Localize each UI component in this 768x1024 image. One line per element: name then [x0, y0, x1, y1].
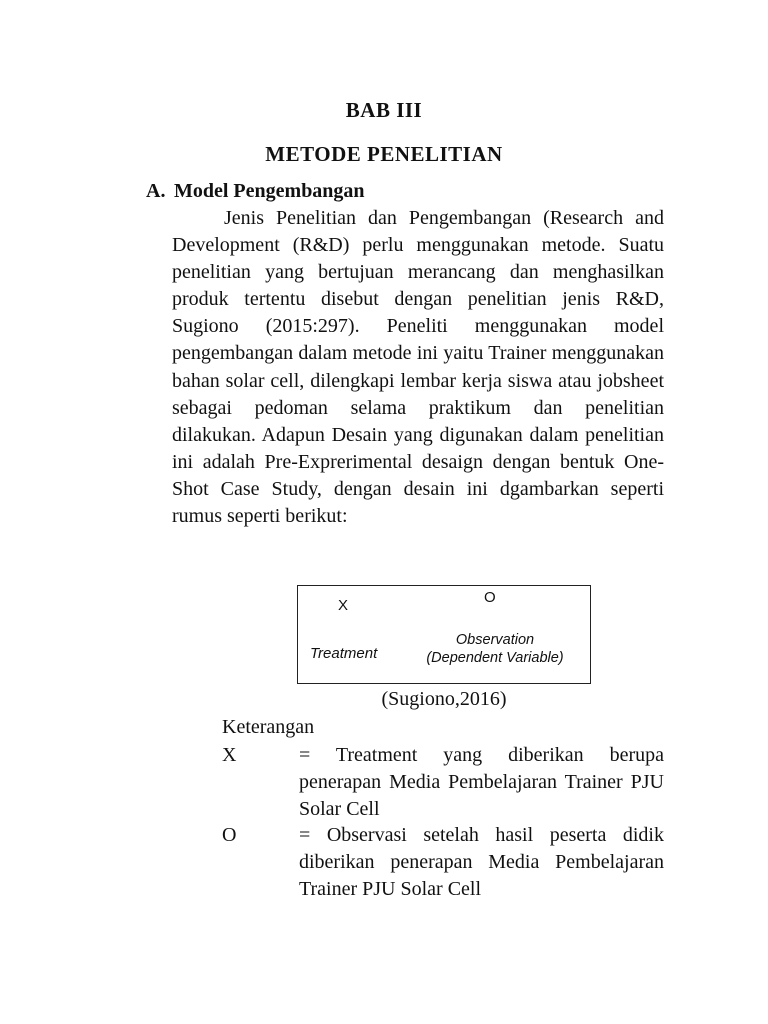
- chapter-number: BAB III: [345, 98, 423, 122]
- keterangan-item-o: [222, 822, 664, 906]
- section-letter: A.: [146, 180, 166, 202]
- section-heading: [146, 180, 365, 203]
- keterangan-item-x: [222, 742, 664, 826]
- diagram-symbol-o: O: [484, 589, 496, 606]
- figure-source: (Sugiono,2016): [381, 688, 507, 710]
- keterangan-symbol: X: [222, 744, 237, 766]
- keterangan-symbol: O: [222, 824, 237, 846]
- observation-line-2: (Dependent Variable): [426, 650, 564, 666]
- keterangan-description: = Treatment yang diberikan berupa penerapan Media Pembelajaran Trainer PJU Solar Cell: [299, 744, 664, 821]
- chapter-title: METODE PENELITIAN: [265, 142, 503, 166]
- keterangan-title: Keterangan: [222, 716, 315, 738]
- research-design-diagram: [297, 585, 591, 684]
- keterangan-description: = Observasi setelah hasil peserta didik diberikan penerapan Media Pembelajaran Trainer PJU Solar Cell: [299, 824, 664, 901]
- diagram-label-observation: [412, 631, 578, 667]
- observation-line-1: Observation: [455, 632, 535, 648]
- body-paragraph: Jenis Penelitian dan Pengembangan (Research and Development (R&D) perlu menggunakan metode. Suatu penelitian yang bertujuan merancang dan menghasilkan produk tertentu disebut dengan penelitian jenis R&D, Sugiono (2015:297). Peneliti menggunakan model pengembangan dalam metode ini yaitu Trainer menggunakan bahan solar cell, dilengkapi lembar kerja siswa atau jobsheet sebagai pedoman selama praktikum dan penelitian dilakukan. Adapun Desain yang digunakan dalam penelitian ini adalah Pre-Exprerimental desaign dengan bentuk One-Shot Case Study, dengan desain ini dgambarkan seperti rumus seperti berikut:: [172, 207, 664, 528]
- section-title: Model Pengembangan: [174, 180, 365, 202]
- diagram-label-treatment: Treatment: [310, 645, 378, 662]
- diagram-symbol-x: X: [338, 597, 349, 614]
